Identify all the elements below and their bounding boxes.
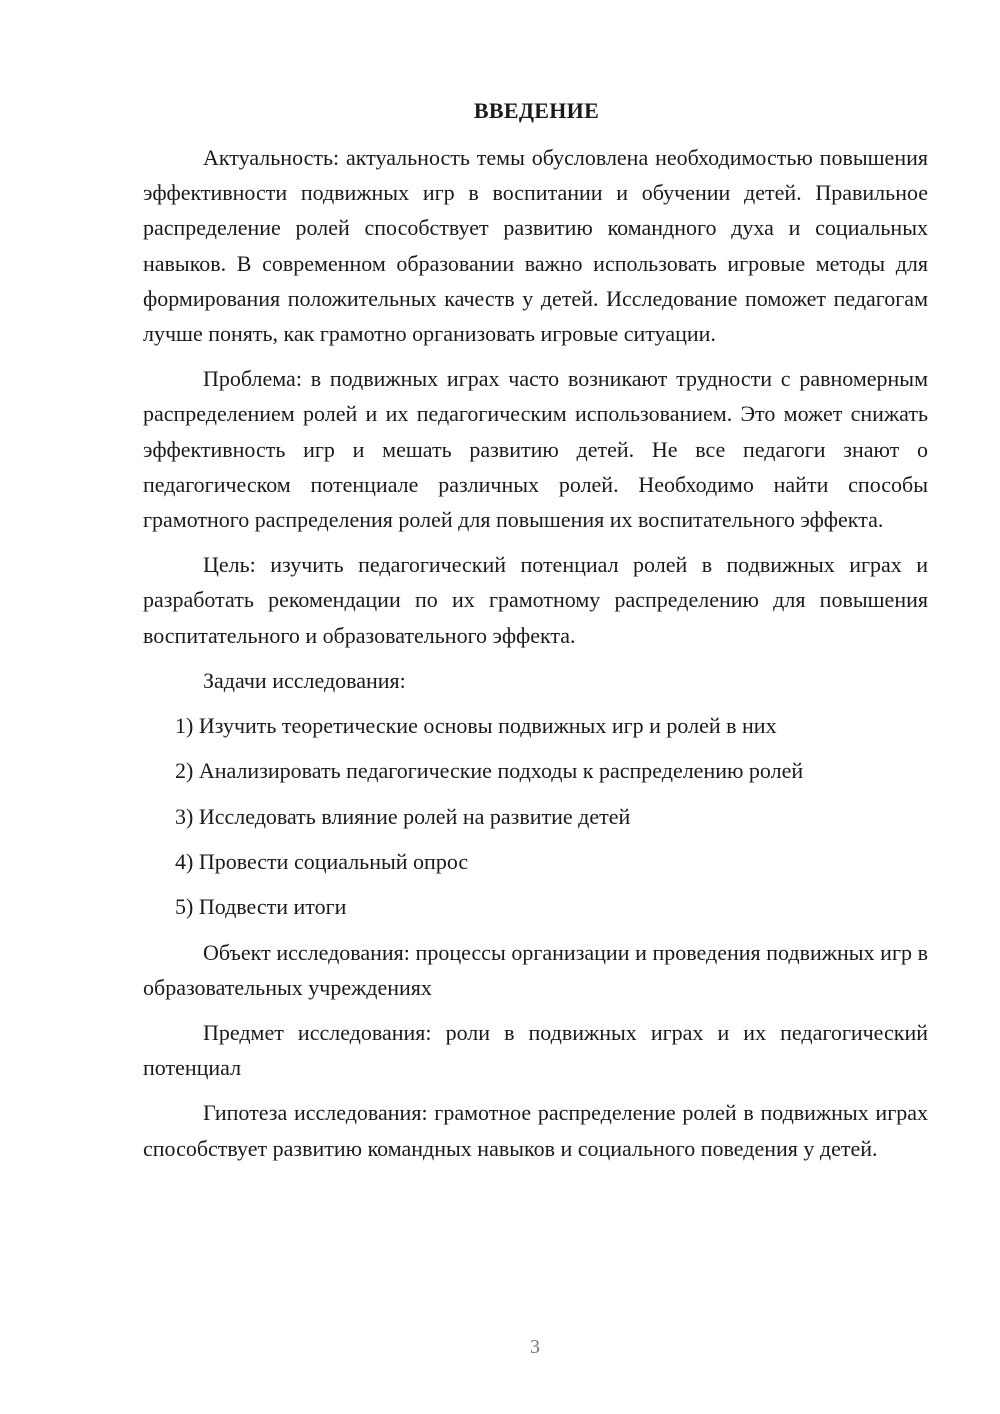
task-item: 5) Подвести итоги xyxy=(175,894,347,920)
object-paragraph: Объект исследования: процессы организации и проведения подвижных игр в образовательных учреждениях xyxy=(143,939,928,1000)
page-number: 3 xyxy=(530,1336,540,1358)
page-content xyxy=(143,93,928,1176)
tasks-heading: Задачи исследования: xyxy=(203,667,406,693)
task-item: 1) Изучить теоретические основы подвижных игр и ролей в них xyxy=(175,713,777,739)
task-item: 4) Провести социальный опрос xyxy=(175,848,469,874)
goal-paragraph: Цель: изучить педагогический потенциал ролей в подвижных играх и разработать рекомендации по их грамотному распределению для повышения воспитательного и образовательного эффекта. xyxy=(143,552,928,648)
task-list xyxy=(143,708,928,924)
relevance-paragraph: Актуальность: актуальность темы обусловлена необходимостью повышения эффективности подвижных игр в воспитании и обучении детей. Правильное распределение ролей способствует развитию командного духа и социальных навыков. В современном образовании важно использовать игровые методы для формирования положительных качеств у детей. Исследование поможет педагогам лучше понять, как грамотно организовать игровые ситуации. xyxy=(143,145,928,347)
subject-paragraph: Предмет исследования: роли в подвижных играх и их педагогический потенциал xyxy=(143,1019,928,1081)
hypothesis-paragraph: Гипотеза исследования: грамотное распределение ролей в подвижных играх способствует развитию командных навыков и социального поведения у детей. xyxy=(143,1100,928,1161)
task-item: 3) Исследовать влияние ролей на развитие детей xyxy=(175,803,631,829)
problem-paragraph: Проблема: в подвижных играх часто возникают трудности с равномерным распределением ролей и их педагогическим использованием. Это может снижать эффективность игр и мешать развитию детей. Не все педагоги знают о педагогическом потенциале различных ролей. Необходимо найти способы грамотного распределения ролей для повышения их воспитательного эффекта. xyxy=(143,366,928,533)
task-item: 2) Анализировать педагогические подходы к распределению ролей xyxy=(175,758,804,784)
section-title: ВВЕДЕНИЕ xyxy=(473,98,600,123)
